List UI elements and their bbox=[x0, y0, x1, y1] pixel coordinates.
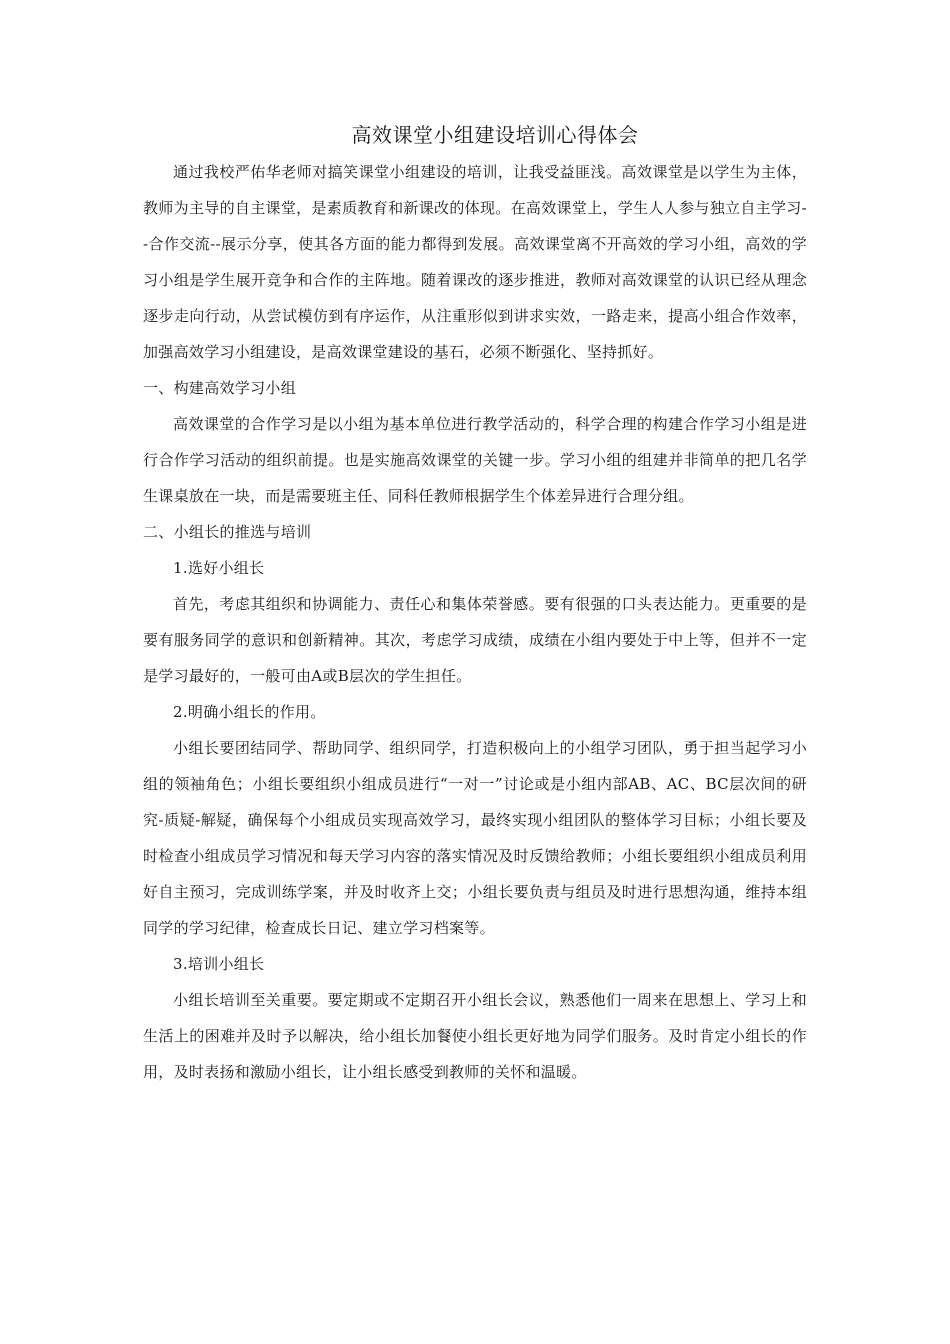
document-title: 高效课堂小组建设培训心得体会 bbox=[351, 123, 639, 147]
item-3-heading: 3.培训小组长 bbox=[173, 955, 265, 973]
item-1-paragraph: 首先，考虑其组织和协调能力、责任心和集体荣誉感。要有很强的口头表达能力。更重要的是要有服务同学的意识和创新精神。其次，考虑学习成绩，成绩在小组内要处于中上等，但并不一定是学习最好的，一般可由A或B层次的学生担任。 bbox=[143, 595, 807, 685]
section-1-paragraph: 高效课堂的合作学习是以小组为基本单位进行教学活动的，科学合理的构建合作学习小组是进行合作学习活动的组织前提。也是实施高效课堂的关键一步。学习小组的组建并非简单的把几名学生课桌放在一块，而是需要班主任、同科任教师根据学生个体差异进行合理分组。 bbox=[143, 415, 807, 505]
item-3-paragraph: 小组长培训至关重要。要定期或不定期召开小组长会议，熟悉他们一周来在思想上、学习上和生活上的困难并及时予以解决，给小组长加餐使小组长更好地为同学们服务。及时肯定小组长的作用，及时表扬和激励小组长，让小组长感受到教师的关怀和温暖。 bbox=[143, 991, 807, 1081]
section-1-heading: 一、构建高效学习小组 bbox=[143, 379, 297, 397]
item-1-heading: 1.选好小组长 bbox=[173, 559, 265, 577]
document-page bbox=[143, 118, 807, 1090]
item-2-paragraph: 小组长要团结同学、帮助同学、组织同学，打造积极向上的小组学习团队，勇于担当起学习小组的领袖角色；小组长要组织小组成员进行“一对一”讨论或是小组内部AB、AC、BC层次间的研究-质疑-解疑，确保每个小组成员实现高效学习，最终实现小组团队的整体学习目标；小组长要及时检查小组成员学习情况和每天学习内容的落实情况及时反馈给教师；小组长要组织小组成员利用好自主预习，完成训练学案，并及时收齐上交；小组长要负责与组员及时进行思想沟通，维持本组同学的学习纪律，检查成长日记、建立学习档案等。 bbox=[143, 739, 807, 937]
section-2-heading: 二、小组长的推选与培训 bbox=[143, 523, 312, 541]
intro-paragraph: 通过我校严佑华老师对搞笑课堂小组建设的培训，让我受益匪浅。高效课堂是以学生为主体，教师为主导的自主课堂，是素质教育和新课改的体现。在高效课堂上，学生人人参与独立自主学习--合作交流--展示分享，使其各方面的能力都得到发展。高效课堂离不开高效的学习小组，高效的学习小组是学生展开竞争和合作的主阵地。随着课改的逐步推进，教师对高效课堂的认识已经从理念逐步走向行动，从尝试模仿到有序运作，从注重形似到讲求实效，一路走来，提高小组合作效率，加强高效学习小组建设，是高效课堂建设的基石，必须不断强化、坚持抓好。 bbox=[143, 163, 807, 361]
item-2-heading: 2.明确小组长的作用。 bbox=[173, 703, 326, 721]
